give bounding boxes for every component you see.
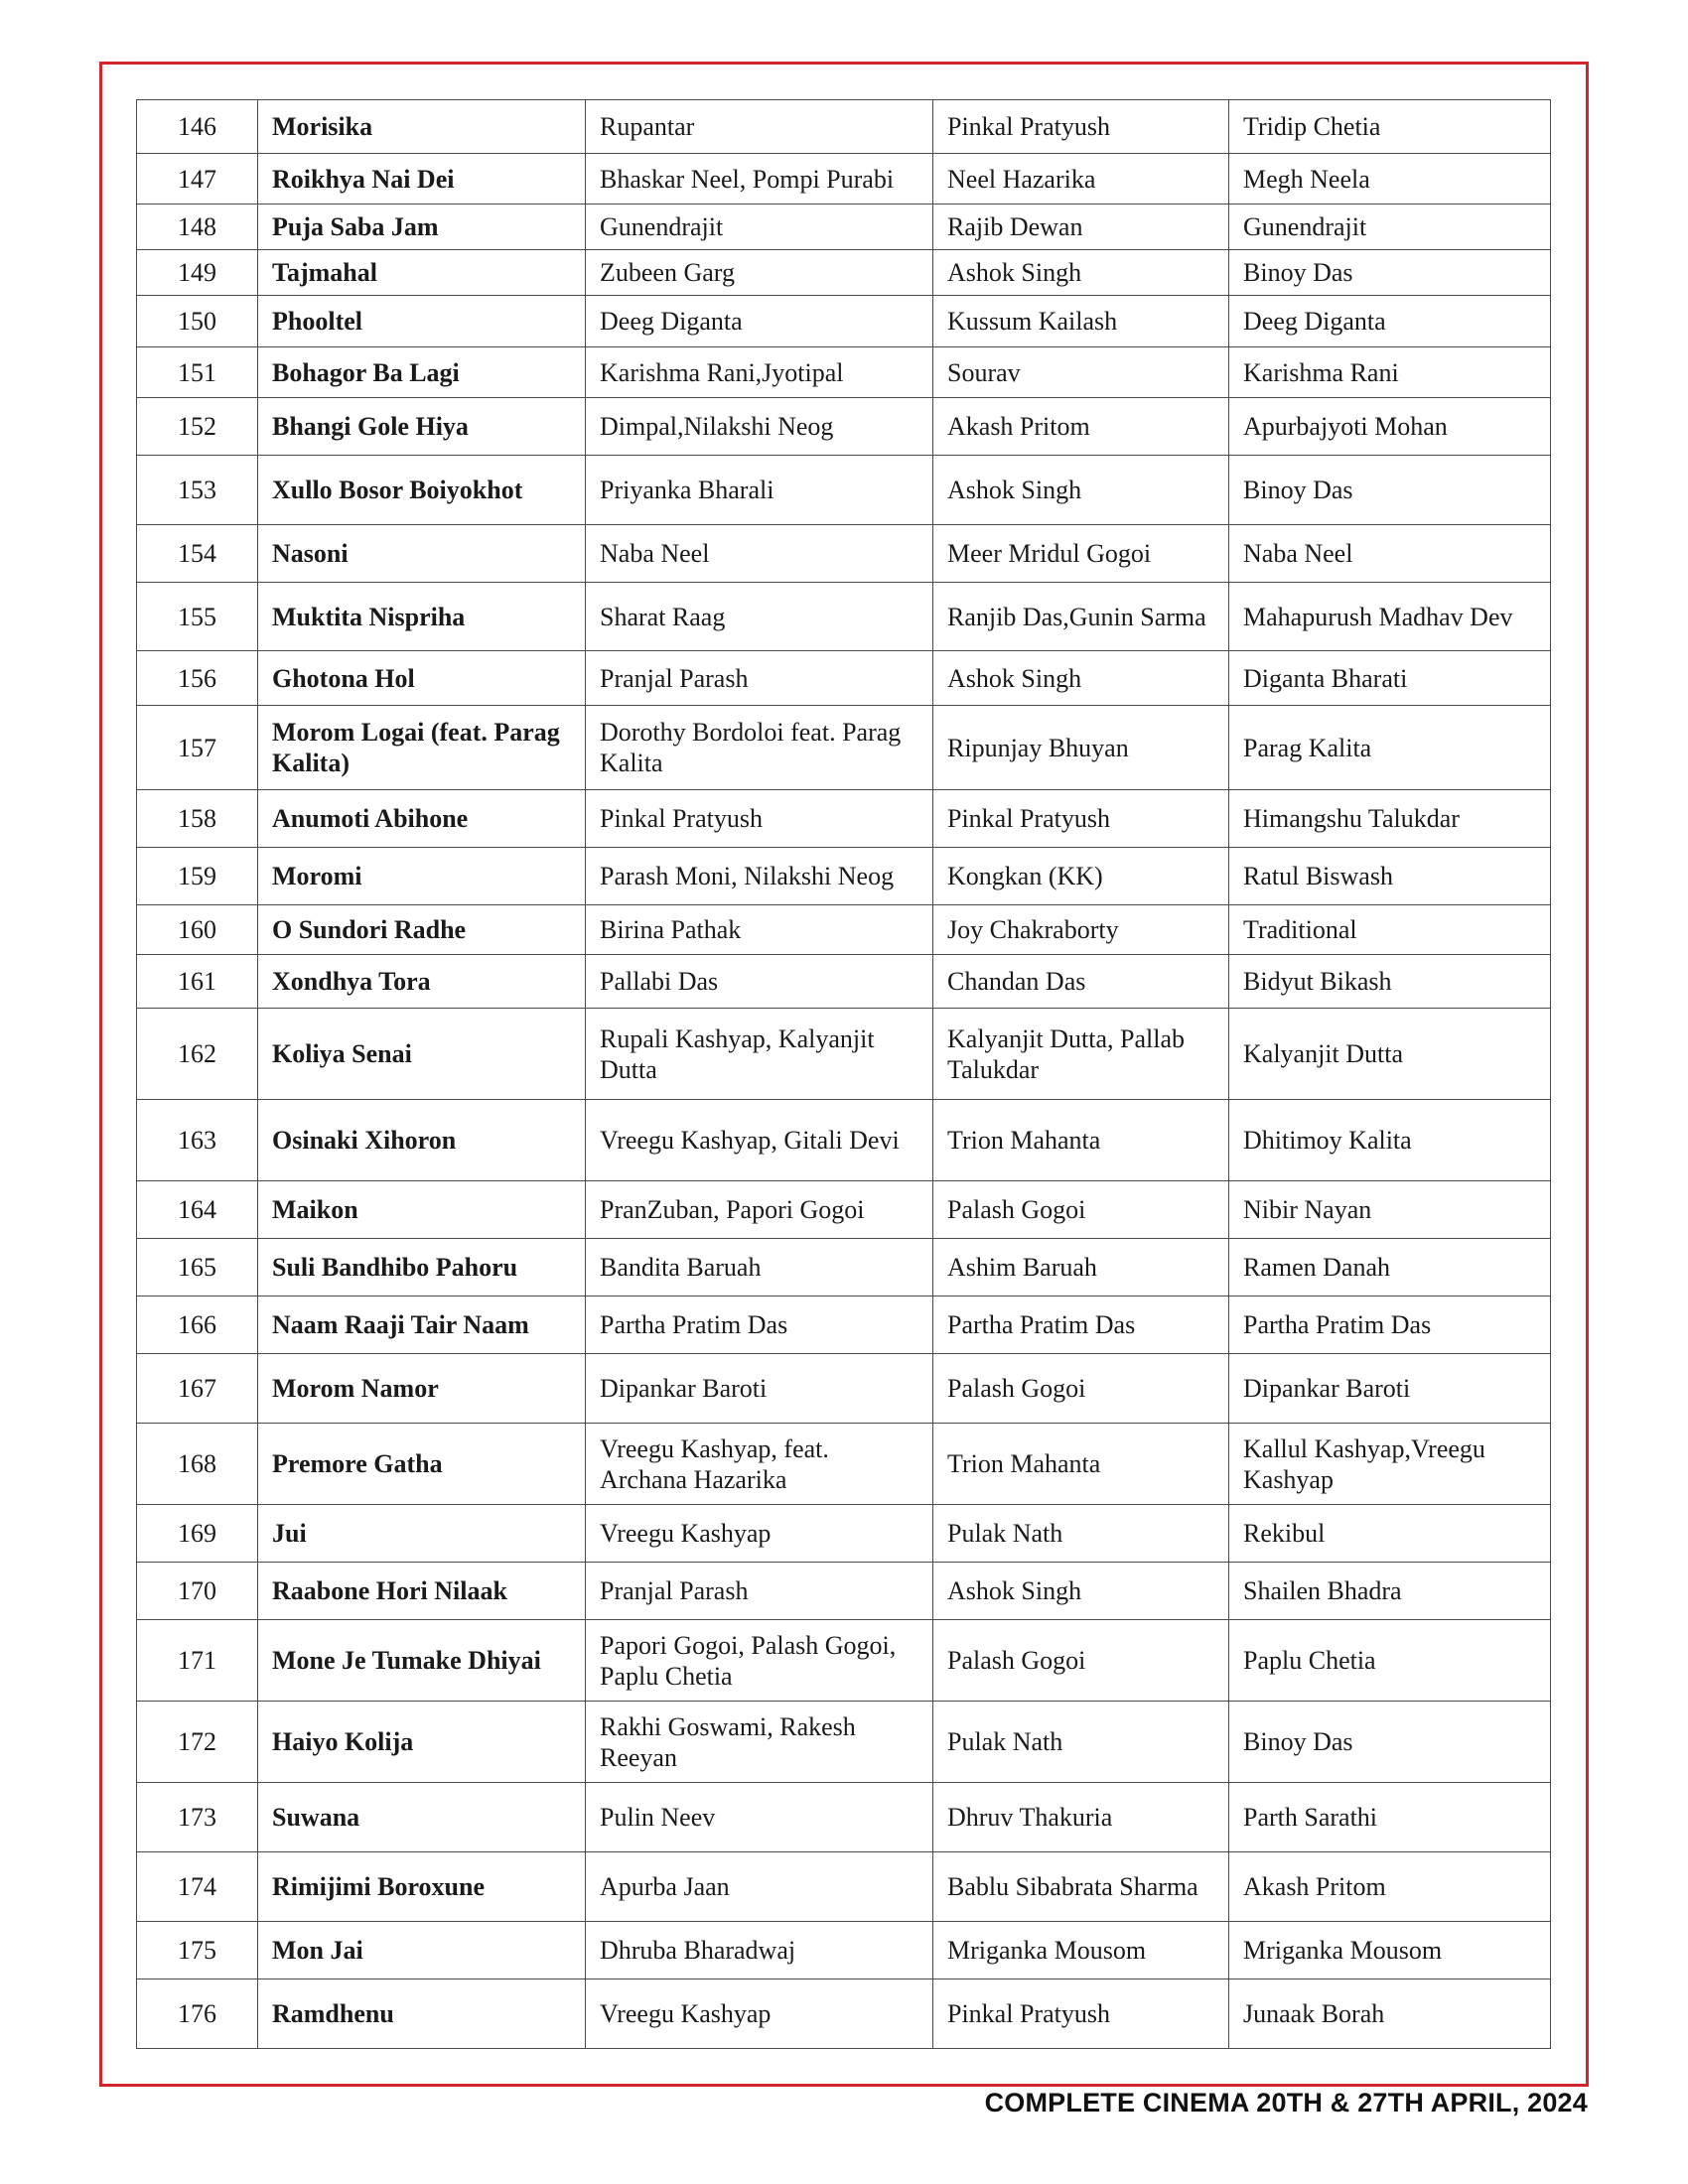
cell-singer: Vreegu Kashyap, feat. Archana Hazarika [586, 1424, 933, 1505]
cell-music: Palash Gogoi [933, 1620, 1229, 1702]
cell-music: Sourav [933, 347, 1229, 398]
table-row [137, 100, 1551, 154]
cell-song-title: Morom Logai (feat. Parag Kalita) [258, 706, 586, 790]
cell-number: 151 [137, 347, 258, 398]
cell-lyrics: Mahapurush Madhav Dev [1229, 583, 1551, 651]
cell-music: Kongkan (KK) [933, 848, 1229, 905]
cell-singer: Vreegu Kashyap, Gitali Devi [586, 1100, 933, 1181]
cell-music: Trion Mahanta [933, 1424, 1229, 1505]
cell-singer: Apurba Jaan [586, 1852, 933, 1922]
cell-lyrics: Parth Sarathi [1229, 1783, 1551, 1852]
cell-song-title: Xondhya Tora [258, 955, 586, 1009]
cell-number: 162 [137, 1009, 258, 1100]
cell-singer: Zubeen Garg [586, 250, 933, 296]
cell-number: 165 [137, 1239, 258, 1297]
cell-music: Pinkal Pratyush [933, 790, 1229, 848]
footer-caption: COMPLETE CINEMA 20TH & 27TH APRIL, 2024 [984, 2088, 1588, 2117]
cell-singer: Rupantar [586, 100, 933, 154]
table-row [137, 583, 1551, 651]
cell-music: Palash Gogoi [933, 1181, 1229, 1239]
table-row [137, 1979, 1551, 2049]
cell-music: Ashok Singh [933, 1563, 1229, 1620]
cell-singer: Pallabi Das [586, 955, 933, 1009]
cell-song-title: Mone Je Tumake Dhiyai [258, 1620, 586, 1702]
cell-song-title: Muktita Nispriha [258, 583, 586, 651]
cell-song-title: Roikhya Nai Dei [258, 154, 586, 205]
table-row [137, 1563, 1551, 1620]
cell-number: 167 [137, 1354, 258, 1424]
cell-song-title: Moromi [258, 848, 586, 905]
cell-lyrics: Traditional [1229, 905, 1551, 955]
cell-song-title: Nasoni [258, 525, 586, 583]
cell-song-title: Premore Gatha [258, 1424, 586, 1505]
cell-number: 159 [137, 848, 258, 905]
cell-song-title: Osinaki Xihoron [258, 1100, 586, 1181]
cell-song-title: Jui [258, 1505, 586, 1563]
cell-lyrics: Junaak Borah [1229, 1979, 1551, 2049]
cell-music: Pinkal Pratyush [933, 100, 1229, 154]
cell-song-title: Anumoti Abihone [258, 790, 586, 848]
cell-number: 175 [137, 1922, 258, 1979]
cell-song-title: Morom Namor [258, 1354, 586, 1424]
cell-lyrics: Deeg Diganta [1229, 296, 1551, 347]
cell-singer: Bandita Baruah [586, 1239, 933, 1297]
cell-number: 154 [137, 525, 258, 583]
cell-number: 149 [137, 250, 258, 296]
table-row [137, 1922, 1551, 1979]
cell-number: 147 [137, 154, 258, 205]
cell-lyrics: Bidyut Bikash [1229, 955, 1551, 1009]
table-row [137, 1620, 1551, 1702]
cell-music: Ripunjay Bhuyan [933, 706, 1229, 790]
table-row [137, 154, 1551, 205]
cell-lyrics: Akash Pritom [1229, 1852, 1551, 1922]
cell-song-title: Tajmahal [258, 250, 586, 296]
cell-singer: Papori Gogoi, Palash Gogoi, Paplu Chetia [586, 1620, 933, 1702]
cell-music: Ashok Singh [933, 456, 1229, 525]
table-row [137, 1239, 1551, 1297]
cell-song-title: Koliya Senai [258, 1009, 586, 1100]
cell-lyrics: Rekibul [1229, 1505, 1551, 1563]
cell-music: Ranjib Das,Gunin Sarma [933, 583, 1229, 651]
cell-number: 148 [137, 205, 258, 250]
cell-number: 172 [137, 1702, 258, 1783]
cell-music: Neel Hazarika [933, 154, 1229, 205]
cell-music: Pulak Nath [933, 1702, 1229, 1783]
table-row [137, 1424, 1551, 1505]
cell-music: Kalyanjit Dutta, Pallab Talukdar [933, 1009, 1229, 1100]
cell-music: Ashok Singh [933, 651, 1229, 706]
songs-table-body [137, 100, 1551, 2049]
cell-singer: Rakhi Goswami, Rakesh Reeyan [586, 1702, 933, 1783]
cell-singer: Deeg Diganta [586, 296, 933, 347]
cell-lyrics: Tridip Chetia [1229, 100, 1551, 154]
cell-lyrics: Shailen Bhadra [1229, 1563, 1551, 1620]
cell-singer: Dorothy Bordoloi feat. Parag Kalita [586, 706, 933, 790]
cell-singer: Pranjal Parash [586, 1563, 933, 1620]
cell-song-title: Morisika [258, 100, 586, 154]
cell-lyrics: Ratul Biswash [1229, 848, 1551, 905]
cell-song-title: Puja Saba Jam [258, 205, 586, 250]
cell-number: 169 [137, 1505, 258, 1563]
cell-music: Kussum Kailash [933, 296, 1229, 347]
cell-song-title: Ghotona Hol [258, 651, 586, 706]
cell-music: Ashim Baruah [933, 1239, 1229, 1297]
cell-lyrics: Naba Neel [1229, 525, 1551, 583]
cell-song-title: Bohagor Ba Lagi [258, 347, 586, 398]
cell-singer: Gunendrajit [586, 205, 933, 250]
songs-table [136, 99, 1551, 2049]
cell-number: 153 [137, 456, 258, 525]
cell-lyrics: Kalyanjit Dutta [1229, 1009, 1551, 1100]
cell-lyrics: Diganta Bharati [1229, 651, 1551, 706]
cell-singer: Partha Pratim Das [586, 1297, 933, 1354]
cell-music: Joy Chakraborty [933, 905, 1229, 955]
cell-lyrics: Binoy Das [1229, 1702, 1551, 1783]
cell-music: Rajib Dewan [933, 205, 1229, 250]
cell-number: 156 [137, 651, 258, 706]
table-row [137, 250, 1551, 296]
table-row [137, 1297, 1551, 1354]
cell-singer: Birina Pathak [586, 905, 933, 955]
cell-number: 163 [137, 1100, 258, 1181]
cell-song-title: Suli Bandhibo Pahoru [258, 1239, 586, 1297]
cell-number: 160 [137, 905, 258, 955]
cell-music: Chandan Das [933, 955, 1229, 1009]
cell-music: Trion Mahanta [933, 1100, 1229, 1181]
cell-song-title: Bhangi Gole Hiya [258, 398, 586, 456]
cell-singer: Pulin Neev [586, 1783, 933, 1852]
table-row [137, 205, 1551, 250]
cell-music: Dhruv Thakuria [933, 1783, 1229, 1852]
cell-lyrics: Paplu Chetia [1229, 1620, 1551, 1702]
cell-lyrics: Parag Kalita [1229, 706, 1551, 790]
table-row [137, 706, 1551, 790]
cell-singer: Pinkal Pratyush [586, 790, 933, 848]
cell-number: 158 [137, 790, 258, 848]
cell-lyrics: Ramen Danah [1229, 1239, 1551, 1297]
cell-singer: Pranjal Parash [586, 651, 933, 706]
cell-number: 152 [137, 398, 258, 456]
cell-singer: Parash Moni, Nilakshi Neog [586, 848, 933, 905]
cell-lyrics: Megh Neela [1229, 154, 1551, 205]
cell-number: 157 [137, 706, 258, 790]
cell-song-title: Rimijimi Boroxune [258, 1852, 586, 1922]
cell-singer: Sharat Raag [586, 583, 933, 651]
cell-number: 166 [137, 1297, 258, 1354]
cell-number: 173 [137, 1783, 258, 1852]
table-row [137, 1354, 1551, 1424]
cell-lyrics: Partha Pratim Das [1229, 1297, 1551, 1354]
cell-song-title: Naam Raaji Tair Naam [258, 1297, 586, 1354]
cell-music: Mriganka Mousom [933, 1922, 1229, 1979]
table-row [137, 1009, 1551, 1100]
table-row [137, 1852, 1551, 1922]
cell-lyrics: Gunendrajit [1229, 205, 1551, 250]
cell-singer: Vreegu Kashyap [586, 1505, 933, 1563]
cell-number: 155 [137, 583, 258, 651]
cell-lyrics: Binoy Das [1229, 456, 1551, 525]
cell-singer: Dimpal,Nilakshi Neog [586, 398, 933, 456]
table-row [137, 296, 1551, 347]
cell-song-title: Xullo Bosor Boiyokhot [258, 456, 586, 525]
cell-number: 171 [137, 1620, 258, 1702]
table-row [137, 525, 1551, 583]
cell-lyrics: Nibir Nayan [1229, 1181, 1551, 1239]
cell-singer: Dipankar Baroti [586, 1354, 933, 1424]
table-row [137, 651, 1551, 706]
cell-lyrics: Apurbajyoti Mohan [1229, 398, 1551, 456]
cell-lyrics: Dipankar Baroti [1229, 1354, 1551, 1424]
cell-singer: Rupali Kashyap, Kalyanjit Dutta [586, 1009, 933, 1100]
cell-music: Partha Pratim Das [933, 1297, 1229, 1354]
table-row [137, 790, 1551, 848]
cell-number: 174 [137, 1852, 258, 1922]
cell-number: 168 [137, 1424, 258, 1505]
cell-music: Bablu Sibabrata Sharma [933, 1852, 1229, 1922]
cell-music: Palash Gogoi [933, 1354, 1229, 1424]
table-row [137, 1100, 1551, 1181]
table-row [137, 1505, 1551, 1563]
cell-number: 176 [137, 1979, 258, 2049]
table-row [137, 848, 1551, 905]
cell-singer: Bhaskar Neel, Pompi Purabi [586, 154, 933, 205]
cell-number: 170 [137, 1563, 258, 1620]
table-row [137, 456, 1551, 525]
cell-song-title: Suwana [258, 1783, 586, 1852]
table-row [137, 955, 1551, 1009]
cell-number: 150 [137, 296, 258, 347]
table-row [137, 1702, 1551, 1783]
cell-singer: Vreegu Kashyap [586, 1979, 933, 2049]
cell-lyrics: Himangshu Talukdar [1229, 790, 1551, 848]
cell-song-title: Maikon [258, 1181, 586, 1239]
cell-singer: Karishma Rani,Jyotipal [586, 347, 933, 398]
cell-music: Pinkal Pratyush [933, 1979, 1229, 2049]
cell-song-title: Phooltel [258, 296, 586, 347]
cell-song-title: Mon Jai [258, 1922, 586, 1979]
cell-music: Akash Pritom [933, 398, 1229, 456]
cell-singer: PranZuban, Papori Gogoi [586, 1181, 933, 1239]
cell-lyrics: Binoy Das [1229, 250, 1551, 296]
table-row [137, 905, 1551, 955]
cell-lyrics: Kallul Kashyap,Vreegu Kashyap [1229, 1424, 1551, 1505]
cell-number: 161 [137, 955, 258, 1009]
cell-song-title: Ramdhenu [258, 1979, 586, 2049]
cell-song-title: Haiyo Kolija [258, 1702, 586, 1783]
table-row [137, 1783, 1551, 1852]
cell-lyrics: Mriganka Mousom [1229, 1922, 1551, 1979]
cell-music: Meer Mridul Gogoi [933, 525, 1229, 583]
cell-music: Pulak Nath [933, 1505, 1229, 1563]
cell-music: Ashok Singh [933, 250, 1229, 296]
table-row [137, 1181, 1551, 1239]
cell-singer: Priyanka Bharali [586, 456, 933, 525]
cell-number: 146 [137, 100, 258, 154]
table-row [137, 398, 1551, 456]
cell-singer: Naba Neel [586, 525, 933, 583]
cell-lyrics: Dhitimoy Kalita [1229, 1100, 1551, 1181]
cell-number: 164 [137, 1181, 258, 1239]
cell-song-title: Raabone Hori Nilaak [258, 1563, 586, 1620]
cell-singer: Dhruba Bharadwaj [586, 1922, 933, 1979]
table-row [137, 347, 1551, 398]
cell-lyrics: Karishma Rani [1229, 347, 1551, 398]
cell-song-title: O Sundori Radhe [258, 905, 586, 955]
